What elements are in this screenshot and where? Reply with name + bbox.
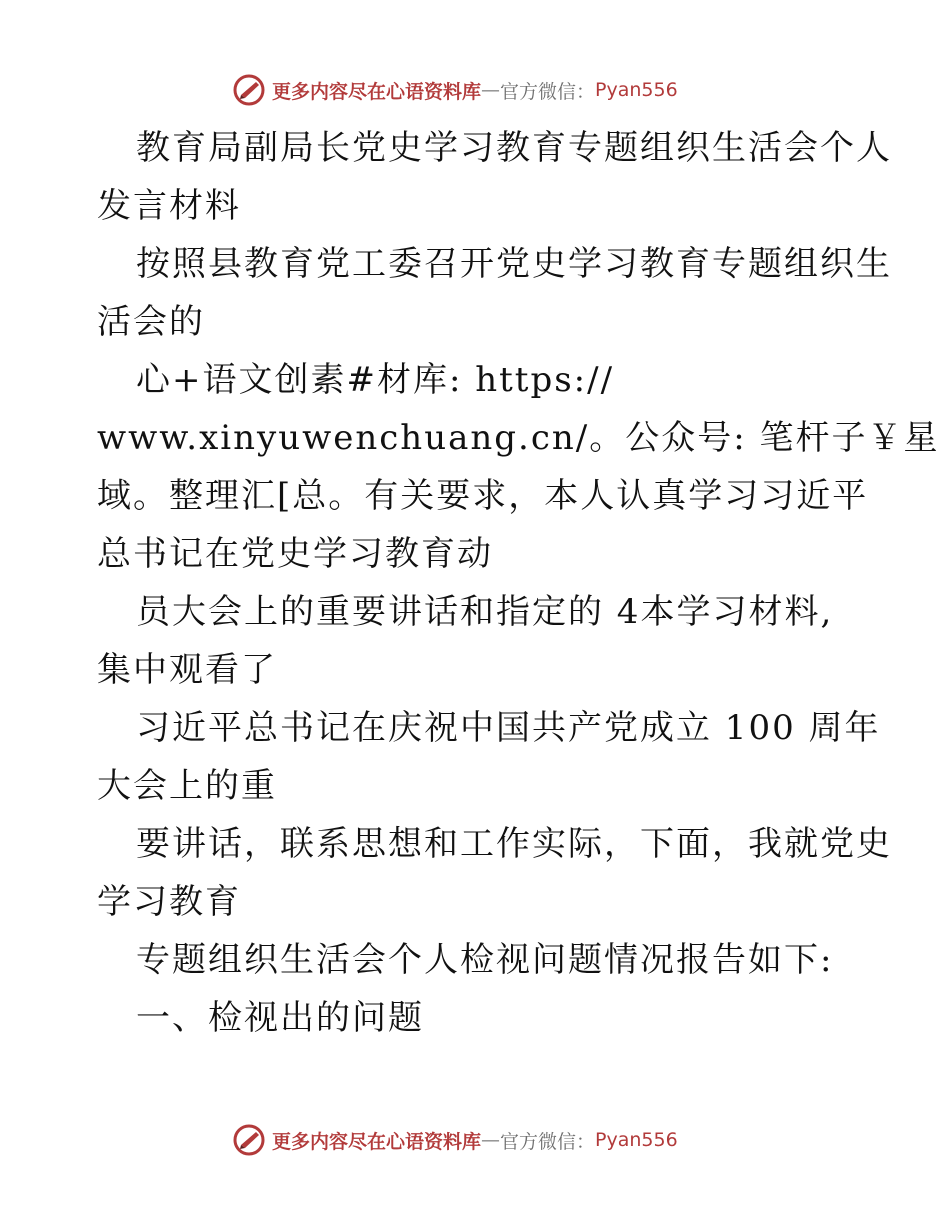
doc-line: 总书记在党史学习教育动 bbox=[97, 534, 493, 574]
doc-line: 域。整理汇[总。有关要求，本人认真学习习近平 bbox=[97, 476, 869, 516]
banner-dash: — bbox=[481, 1129, 501, 1151]
doc-line: 心+语文创素#材库: https:// bbox=[136, 360, 615, 400]
brand-logo-icon bbox=[232, 1123, 266, 1157]
brand-logo-icon bbox=[232, 73, 266, 107]
banner-wechat-label: 官方微信： bbox=[500, 80, 596, 103]
doc-line: www.xinyuwenchuang.cn/。公众号: 笔杆子￥星 bbox=[97, 418, 940, 458]
doc-line: 按照县教育党工委召开党史学习教育专题组织生 bbox=[136, 244, 892, 284]
doc-line: 习近平总书记在庆祝中国共产党成立 100 周年 bbox=[136, 708, 881, 748]
doc-line: 专题组织生活会个人检视问题情况报告如下: bbox=[136, 940, 834, 980]
doc-section-heading: 一、检视出的问题 bbox=[136, 998, 424, 1038]
doc-line: 大会上的重 bbox=[97, 766, 277, 806]
doc-line-title-2: 发言材料 bbox=[97, 186, 241, 226]
banner-wechat-id: Pyan556 bbox=[595, 79, 678, 101]
banner-site-text: 更多内容尽在心语资料库 bbox=[272, 1130, 482, 1153]
doc-line: 集中观看了 bbox=[97, 650, 277, 690]
banner-site-text: 更多内容尽在心语资料库 bbox=[272, 80, 482, 103]
banner-wechat-label: 官方微信： bbox=[500, 1130, 596, 1153]
banner-dash: — bbox=[481, 79, 501, 101]
doc-line: 员大会上的重要讲话和指定的 4本学习材料, bbox=[136, 592, 834, 632]
header-banner bbox=[232, 72, 678, 108]
banner-wechat-id: Pyan556 bbox=[595, 1129, 678, 1151]
doc-line: 活会的 bbox=[97, 302, 205, 342]
doc-line: 学习教育 bbox=[97, 882, 241, 922]
doc-line-title-1: 教育局副局长党史学习教育专题组织生活会个人 bbox=[136, 128, 892, 168]
doc-line: 要讲话，联系思想和工作实际，下面，我就党史 bbox=[136, 824, 892, 864]
footer-banner bbox=[232, 1122, 678, 1158]
